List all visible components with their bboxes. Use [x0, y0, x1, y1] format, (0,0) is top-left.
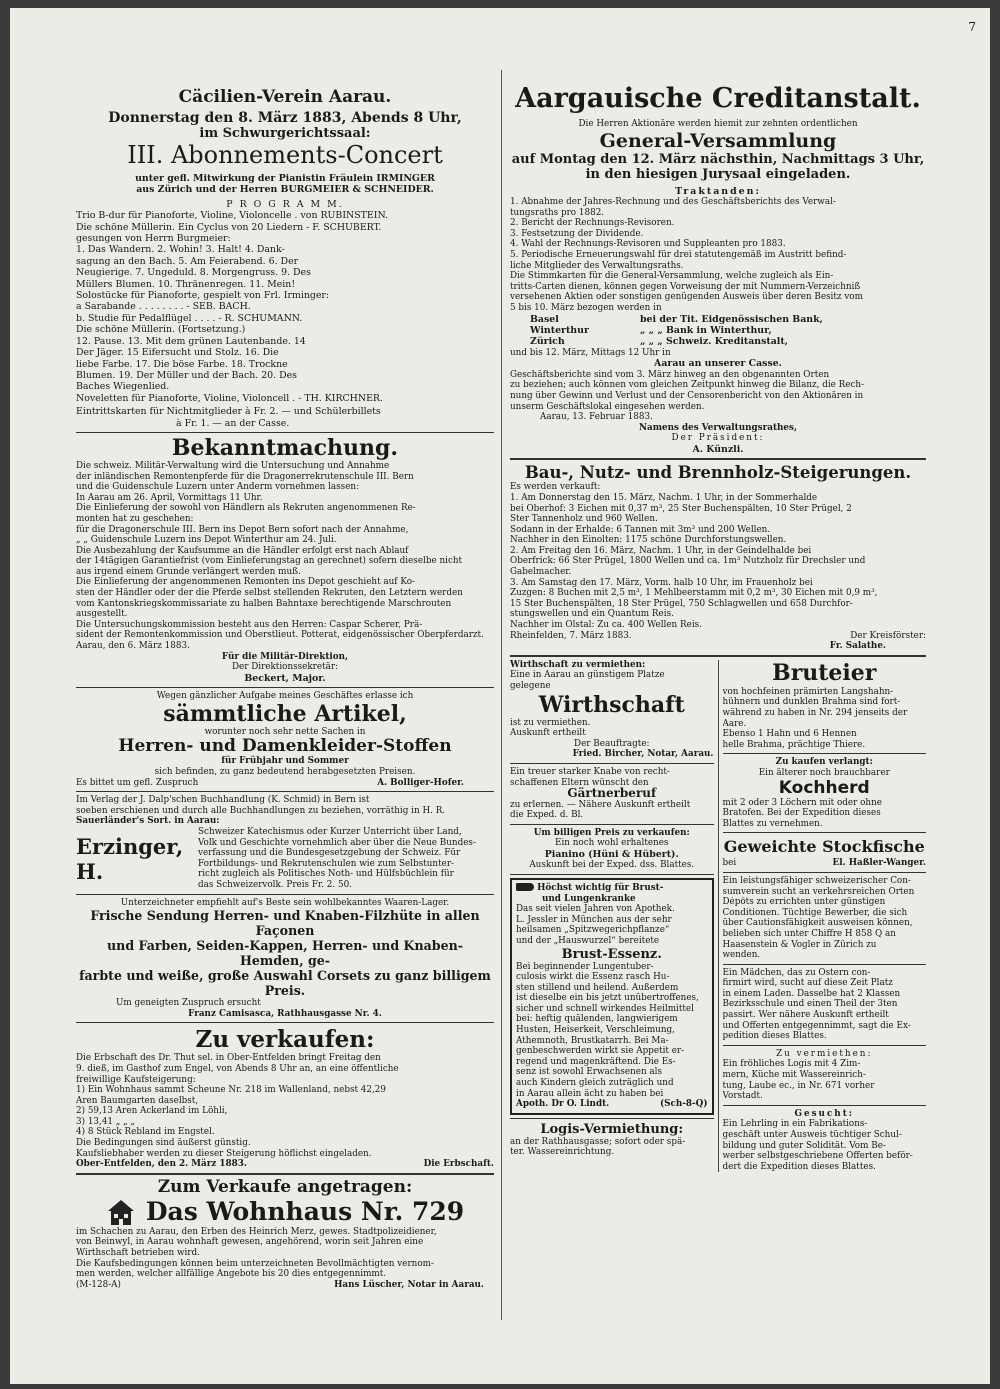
credit-traktanden: Traktanden: [675, 185, 761, 197]
logis-l2: ter. Wassereinrichtung. [510, 1147, 615, 1158]
holz-line: bei Oberhof: 3 Eichen mit 0,37 m³, 25 Ster Buchenspälten, 10 Ster Prügel, 2 [510, 503, 852, 514]
verkaufen-line: 3) 13,41 „ „ „ [76, 1116, 136, 1127]
verkaufen-ad [76, 1026, 494, 1170]
credit-para2-line: nung über Gewinn und Verlust und der Censorenbericht von den Aktionären in [510, 390, 864, 401]
logis-ad [510, 1122, 714, 1158]
stockfische-signature: El. Haßler-Wanger. [832, 858, 926, 869]
wohnhaus-line: Die Kaufsbedingungen können beim unterzeichneten Bevollmächtigten vernom- [76, 1258, 434, 1269]
credit-banks [510, 314, 926, 348]
bruteier-ad [723, 660, 927, 751]
verkaufen-line: 2) 59,13 Aren Ackerland im Löhli, [76, 1106, 228, 1117]
programm-line: Trio B-dur für Pianoforte, Violine, Violoncelle . von RUBINSTEIN. [76, 210, 389, 222]
bekannt-sig-1: Für die Militär-Direktion, [221, 651, 349, 662]
bekannt-line: Aarau, den 6. März 1883. [76, 641, 190, 652]
holz-lines [510, 482, 926, 630]
pianino-head: Um billigen Preis zu verkaufen: [533, 827, 690, 838]
house-icon [106, 1197, 136, 1227]
consumverein-ad [723, 876, 927, 961]
bank-name: „ „ „ Bank in Winterthur, [640, 324, 772, 336]
holz-line: Gabelmacher. [510, 567, 572, 578]
bekannt-title: Bekanntmachung. [171, 434, 399, 461]
credit-line-2: auf Montag den 12. März nächsthin, Nachmittags 3 Uhr, [511, 151, 925, 167]
kochherd-head: Zu kaufen verlangt: [775, 757, 873, 768]
artikel-sub: worunter noch sehr nette Sachen in [204, 726, 366, 737]
wohnhaus-title: Zum Verkaufe angetragen: [157, 1176, 413, 1197]
credit-para-line: 5 bis 10. März bezogen werden in [510, 302, 662, 313]
holz-line: Nachher in den Einolten: 1175 schöne Durchforstungswellen. [510, 535, 787, 546]
programm-line: Noveletten für Pianoforte, Violine, Violoncell . - TH. KIRCHNER. [76, 392, 383, 404]
verkaufen-line: Kaufsliebhaber werden zu dieser Steigerung höflichst eingeladen. [76, 1148, 372, 1159]
wohnhaus-lines [76, 1227, 494, 1280]
consumverein-line: Conditionen. Tüchtige Bewerber, die sich [722, 907, 908, 918]
vermiethen-line: tung, Laube ec., in Nr. 671 vorher [722, 1080, 875, 1091]
bekannt-line: sident der Remontenkommission und Oberstlieut. Potterat, eidgenössischer Oberpferdarzt. [76, 630, 484, 641]
bekannt-line: Die Ausbezahlung der Kaufsumme an die Händler erfolgt erst nach Ablauf [76, 545, 409, 556]
brust-line: bei: heftig quälenden, langwierigem [516, 1014, 678, 1025]
maedchen-line: in einem Laden. Dasselbe hat 2 Klassen [722, 988, 901, 999]
erzinger-line-3: Sauerländer's Sort. in Aarau: [76, 816, 220, 827]
holz-line: Sodann in der Erhalde: 6 Tannen mit 3m³ und 200 Wellen. [510, 524, 771, 535]
holz-line: 15 Ster Buchenspälten, 18 Ster Prügel, 750 Schlagwellen und 658 Durchfor- [510, 598, 853, 609]
bekannt-line: „ „ Guidenschule Luzern ins Depot Winterthur am 24. Juli. [76, 535, 337, 546]
gesucht-line: dert die Expedition dieses Blattes. [722, 1161, 876, 1172]
logis-title: Logis-Vermiethung: [540, 1121, 684, 1137]
knabe-l1: Ein treuer starker Knabe von recht- [510, 766, 670, 777]
verkaufen-signature: Die Erbschaft. [423, 1159, 494, 1170]
verkaufen-line: Aren Baumgarten daselbst, [76, 1095, 199, 1106]
erzinger-desc-line: Schweizer Katechismus oder Kurzer Unterricht über Land, [198, 826, 462, 837]
traktandum: 3. Festsetzung der Dividende. [510, 228, 644, 239]
programm-line: Müllers Blumen. 10. Thränenregen. 11. Mein! [76, 278, 296, 290]
gesucht-line: werber selbstgeschriebene Offerten beför- [722, 1151, 913, 1162]
bekannt-line: monten hat zu geschehen: [76, 513, 194, 524]
credit-line-1: Die Herren Aktionäre werden hiemit zur zehnten ordentlichen [578, 119, 858, 129]
traktandum: 2. Bericht der Rechnungs-Revisoren. [510, 218, 675, 229]
maedchen-ad [723, 968, 927, 1042]
brust-line: Bei beginnender Lungentuber- [516, 961, 654, 972]
wirthschaft-l3: ist zu vermiethen. [510, 717, 591, 728]
verkaufen-title: Zu verkaufen: [195, 1026, 375, 1054]
kochherd-ad [723, 757, 927, 829]
consumverein-line: Dépôts zu errichten unter günstigen [722, 897, 886, 908]
maedchen-line: Bezirksschule und einen Theil der 3ten [722, 999, 898, 1010]
credit-para-line: versehenen Aktien oder sonstigen genügenden Ausweis über deren Besitz vom [510, 292, 863, 303]
column-divider [501, 70, 502, 1320]
programm-line: Die schöne Müllerin. Ein Cyclus von 20 Liedern - F. SCHUBERT. [76, 221, 382, 233]
holz-line: stungswellen und ein Quantum Reis. [510, 609, 674, 620]
bank-row [510, 314, 926, 325]
bekannt-line: Die Einlieferung der sowohl von Händlern als Rekruten angenommenen Re- [76, 503, 416, 514]
artikel-ad [76, 691, 494, 788]
stockfische-title: Geweichte Stockfische [723, 837, 925, 857]
credit-para2-line: Geschäftsberichte sind vom 3. März hinweg an den obgenannten Orten [510, 369, 830, 380]
caecilien-ad [76, 88, 494, 429]
erzinger-ad [76, 795, 494, 890]
bekannt-sig-3: Beckert, Major. [244, 672, 326, 684]
vermiethen-line: Ein fröhliches Logis mit 4 Zim- [722, 1059, 861, 1070]
artikel-title-2: Herren- und Damenkleider-Stoffen [118, 736, 452, 757]
consumverein-line: Haasenstein & Vogler in Zürich zu [722, 939, 877, 950]
bekannt-line: sten der Händler oder der die Pferde selbst stellenden Rekruten, den Letztern werden [76, 588, 463, 599]
camisasca-line-0: Unterzeichneter empfiehlt auf's Beste sein wohlbekanntes Waaren-Lager. [120, 897, 450, 908]
traktandum: tungsraths pro 1882. [510, 207, 605, 218]
pianino-ad [510, 828, 714, 871]
credit-para [510, 271, 926, 313]
gesucht-head: Gesucht: [794, 1108, 855, 1119]
bekannt-lines [76, 461, 494, 652]
camisasca-big-3: farbte und weiße, große Auswahl Corsets zu ganz billigem Preis. [79, 968, 491, 999]
small-ads-left [510, 660, 719, 1173]
holz-line: Zuzgen: 8 Buchen mit 2,5 m³, 1 Mehlbeerstamm mit 0,2 m³, 30 Eichen mit 0,9 m³, [510, 588, 878, 599]
maedchen-line: Ein Mädchen, das zu Ostern con- [722, 967, 871, 978]
programm-line: liebe Farbe. 17. Die böse Farbe. 18. Trockne [76, 358, 288, 370]
brust-line: sten stillend und heilend. Außerdem [516, 982, 679, 993]
credit-sig-2: Der Präsident: [671, 433, 765, 444]
wirthschaft-head: Wirthschaft zu vermiethen: [510, 659, 646, 670]
knabe-ad [510, 767, 714, 821]
caecilien-date: Donnerstag den 8. März 1883, Abends 8 Uhr, [108, 110, 462, 126]
right-column [510, 70, 926, 1172]
traktandum: liche Mitglieder des Verwaltungsraths. [510, 260, 684, 271]
bekannt-line: In Aarau am 26. April, Vormittags 11 Uhr. [76, 492, 263, 503]
kochherd-l2: mit 2 oder 3 Löchern mit oder ohne [722, 797, 882, 808]
holz-sig-1: Der Kreisförster: [850, 630, 926, 641]
wirthschaft-l5: Der Beauftragte: [574, 738, 650, 749]
page-number: 7 [968, 20, 976, 34]
artikel-line-1: sich befinden, zu ganz bedeutend herabgesetzten Preisen. [154, 767, 416, 777]
consumverein-line: Ein leistungsfähiger schweizerischer Con- [722, 875, 911, 886]
consumverein-line: wenden. [722, 950, 761, 961]
wohnhaus-big: Das Wohnhaus Nr. 729 [145, 1197, 465, 1227]
brust-big: Brust-Essenz. [561, 946, 662, 962]
camisasca-signature: Franz Camisasca, Rathhausgasse Nr. 4. [188, 1008, 382, 1019]
gesucht-line: Ein Lehrling in ein Fabrikations- [722, 1119, 868, 1130]
bekannt-line: Die Untersuchungskommission besteht aus den Herren: Caspar Scherer, Prä- [76, 619, 423, 630]
consumverein-line: sumverein sucht an verkehrsreichen Orten [722, 886, 915, 897]
wohnhaus-line: Wirthschaft betrieben wird. [76, 1248, 200, 1259]
newspaper-page [10, 8, 990, 1384]
bekannt-line: Die schweiz. Militär-Verwaltung wird die Untersuchung und Annahme [76, 460, 390, 471]
holz-date: Rheinfelden, 7. März 1883. [510, 630, 632, 641]
wirthschaft-l4: Auskunft ertheilt [510, 728, 586, 739]
kochherd-l3: Bratofen. Bei der Expedition dieses [722, 808, 881, 819]
pianino-l1: Ein noch wohl erhaltenes [555, 838, 669, 849]
verkaufen-line: Die Bedingungen sind äußerst günstig. [76, 1138, 251, 1149]
wirthschaft-l6: Fried. Bircher, Notar, Aarau. [572, 749, 714, 760]
support-line-1: unter gefl. Mitwirkung der Pianistin Fräulein IRMINGER [135, 173, 435, 184]
bruteier-line: von hochfeinen prämirten Langshahn- [722, 686, 894, 697]
brust-lines-2 [516, 962, 708, 1100]
credit-sig-1: Namens des Verwaltungsrathes, [638, 422, 798, 433]
programm-line: sagung an den Bach. 5. Am Feierabend. 6. Der [76, 255, 299, 267]
traktandum: 4. Wahl der Rechnungs-Revisoren und Suppleanten pro 1883. [510, 239, 786, 250]
vermiethen-ad [723, 1049, 927, 1102]
tickets-line-2: à Fr. 1. — an der Casse. [176, 417, 290, 429]
bank-name: „ „ „ Schweiz. Kreditanstalt, [640, 336, 788, 348]
programm-line: b. Studie für Pedalflügel . . . . - R. SCHUMANN. [76, 312, 303, 324]
gesucht-line: geschäft unter Ausweis tüchtiger Schul- [722, 1130, 902, 1140]
camisasca-big-2: und Farben, Seiden-Kappen, Herren- und Knaben-Hemden, ge- [107, 938, 463, 969]
erzinger-line-1: Im Verlag der J. Dalp'schen Buchhandlung (K. Schmid) in Bern ist [76, 795, 370, 806]
artikel-signature: A. Bolliger-Hofer. [377, 777, 464, 788]
brust-lines [516, 904, 708, 946]
holz-sig-2: Fr. Salathe. [829, 641, 886, 652]
credit-items [510, 197, 926, 271]
holz-line: Ster Tannenholz und 960 Wellen. [510, 514, 658, 525]
verkaufen-line: 1) Ein Wohnhaus sammt Scheune Nr. 218 im Wallenland, nebst 42,29 [76, 1085, 386, 1096]
brust-head-2: und Lungenkranke [542, 893, 636, 904]
programm-lines [76, 210, 494, 404]
bekannt-line: und die Guidenschule Luzern unter Anderm vornehmen lassen: [76, 482, 360, 493]
artikel-title: sämmtliche Artikel, [163, 700, 407, 727]
wohnhaus-ad [76, 1178, 494, 1291]
traktandum: 1. Abnahme der Jahres-Rechnung und des Geschäftsberichts des Verwal- [510, 197, 836, 207]
credit-gv: General-Versammlung [599, 129, 837, 152]
erzinger-desc-line: richt zugleich als Politisches Noth- und Hülfsbüchlein für [198, 869, 454, 880]
credit-kasse: Aarau an unserer Casse. [654, 358, 782, 370]
credit-para2-line: unserm Geschäftslokal eingesehen werden. [510, 401, 705, 412]
holz-ad [510, 463, 926, 652]
caecilien-title: Cäcilien-Verein Aarau. [178, 87, 392, 107]
verkaufen-line: freiwillige Kaufsteigerung: [76, 1074, 196, 1085]
brust-line: sicher und schnell wirkendes Heilmittel [516, 1003, 694, 1014]
bank-row [510, 325, 926, 336]
brust-line: heilsamen „Spitzwegerichpflanze“ [516, 925, 670, 936]
camisasca-ad [76, 898, 494, 1020]
programm-line: gesungen von Herrn Burgmeier: [76, 233, 231, 245]
artikel-line-2: Es bittet um gefl. Zuspruch [76, 777, 199, 788]
credit-para-2 [510, 370, 926, 412]
bruteier-line: Aare. [722, 718, 747, 729]
brust-line: in Aarau allein ächt zu haben bei [516, 1088, 664, 1099]
camisasca-line-4: Um geneigten Zuspruch ersucht [116, 998, 261, 1009]
erzinger-desc-line: das Schweizervolk. Preis Fr. 2. 50. [198, 879, 352, 890]
kochherd-l1: Ein älterer noch brauchbarer [758, 767, 890, 778]
vermiethen-line: Vorstadt. [722, 1091, 763, 1102]
support-line-2: aus Zürich und der Herren BURGMEIER & SCHNEIDER. [136, 184, 434, 196]
maedchen-line: und Offerten entgegennimmt, sagt die Ex- [722, 1020, 911, 1031]
wohnhaus-code: (M-128-A) [76, 1279, 121, 1290]
programm-line: Der Jäger. 15 Eifersucht und Stolz. 16. Die [76, 347, 279, 359]
knabe-l2: schaffenen Eltern wünscht den [510, 777, 649, 788]
artikel-intro: Wegen gänzlicher Aufgabe meines Geschäftes erlasse ich [156, 691, 414, 702]
bruteier-lines [723, 687, 927, 729]
logis-l1: an der Rathhausgasse; sofort oder spä- [510, 1136, 686, 1147]
holz-line: 1. Am Donnerstag den 15. März, Nachm. 1 Uhr, in der Sommerhalde [510, 492, 818, 503]
erzinger-line-2: soeben erschienen und durch alle Buchhandlungen zu beziehen, vorräthig in H. R. [76, 805, 446, 816]
bekannt-sig-2: Der Direktionssekretär: [231, 662, 339, 673]
wohnhaus-signature: Hans Lüscher, Notar in Aarau. [334, 1279, 484, 1290]
brust-signature: Apoth. Dr O. Lindt. [516, 1099, 610, 1110]
stockfische-l1: bei [722, 858, 737, 869]
left-column [76, 70, 494, 1290]
knabe-l3: zu erlernen. — Nähere Auskunft ertheilt [510, 799, 691, 810]
bekannt-line: aus irgend einem Grunde verlängert werden muß. [76, 566, 301, 577]
programm-line: 12. Pause. 13. Mit dem grünen Lautenbande. 14 [76, 335, 306, 347]
programm-line: 1. Das Wandern. 2. Wohin! 3. Halt! 4. Dank- [76, 244, 285, 256]
brust-code: (Sch-8-Q) [659, 1099, 708, 1110]
bank-city: Zürich [530, 336, 565, 348]
brust-line: Husten, Heiserkeit, Verschleimung, [516, 1025, 675, 1036]
credit-para-line: tritts-Carten dienen, können gegen Vorweisung der mit Nummern-Verzeichniß [510, 281, 861, 292]
programm-heading: P R O G R A M M. [226, 198, 344, 210]
vermiethen-lines [723, 1059, 927, 1101]
programm-line: Baches Wiegenlied. [76, 381, 170, 393]
brust-line: ist dieselbe ein bis jetzt unübertroffenes, [516, 993, 699, 1004]
brust-line: L. Jessler in München aus der sehr [516, 914, 672, 925]
bekannt-line: ausgestellt. [76, 609, 128, 620]
brust-line: Athemnoth, Brustkatarrh. Bei Ma- [516, 1035, 669, 1046]
credit-till: und bis 12. März, Mittags 12 Uhr in [510, 347, 671, 358]
creditanstalt-ad [510, 82, 926, 455]
kochherd-big: Kochherd [778, 777, 870, 798]
wohnhaus-line: von Beinwyl, in Aarau wohnhaft gewesen, angehörend, worin seit Jahren eine [76, 1237, 424, 1248]
erzinger-description [198, 827, 494, 891]
erzinger-desc-line: Fortbildungs- und Rekrutenschulen wie zum Selbstunter- [198, 858, 455, 869]
wohnhaus-line: men werden, welcher allfällige Angebote bis 20 dies entgegennimmt. [76, 1269, 387, 1280]
credit-title: Aargauische Creditanstalt. [515, 83, 921, 114]
credit-date: Aarau, 13. Februar 1883. [540, 412, 653, 423]
bank-name: bei der Tit. Eidgenössischen Bank, [640, 313, 823, 325]
brust-line: senz ist sowohl Erwachsenen als [516, 1067, 663, 1078]
programm-line: Solostücke für Pianoforte, gespielt von Frl. Irminger: [76, 290, 330, 302]
bekannt-line: vom Kantonskriegskommissariate zu halben Bahntaxe berechtigende Marschrouten [76, 598, 452, 609]
gesucht-line: bildung und guter Solidität. Vom Be- [722, 1140, 886, 1151]
brust-line: genbeschwerden wirkt sie Appetit er- [516, 1046, 685, 1057]
credit-line-3: in den hiesigen Jurysaal eingeladen. [585, 166, 851, 182]
holz-line: 2. Am Freitag den 16. März, Nachm. 1 Uhr, in der Geindelhalde bei [510, 545, 812, 556]
credit-para-line: Die Stimmkarten für die General-Versammlung, welche zugleich als Ein- [510, 271, 834, 282]
wirthschaft-l2: gelegene [510, 681, 551, 691]
verkaufen-line: 9. dieß, im Gasthof zum Engel, von Abends 8 Uhr an, an eine öffentliche [76, 1063, 399, 1074]
pianino-big: Pianino (Hüni & Hübert). [544, 848, 679, 860]
holz-line: 3. Am Samstag den 17. März, Vorm. halb 10 Uhr, im Frauenholz bei [510, 577, 813, 588]
knabe-big: Gärtnerberuf [567, 786, 657, 801]
small-ads-right [719, 660, 927, 1173]
bruteier-title: Bruteier [772, 659, 877, 686]
maedchen-line: firmirt wird, sucht auf diese Zeit Platz [722, 978, 893, 989]
brust-line: Das seit vielen Jahren von Apothek. [516, 904, 675, 915]
wohnhaus-line: im Schachen zu Aarau, den Erben des Heinrich Merz, gewes. Stadtpolizeidiener, [76, 1226, 437, 1237]
bruteier-l5: Ebenso 1 Hahn und 6 Hennen [722, 729, 857, 740]
pointing-hand-icon [516, 883, 534, 891]
pianino-l2: Auskunft bei der Exped. dss. Blattes. [529, 860, 695, 871]
concert-title: III. Abonnements-Concert [127, 141, 443, 169]
wirthschaft-ad [510, 660, 714, 760]
credit-para2-line: zu beziehen; auch können vom gleichen Zeitpunkt hinweg die Bilanz, die Rech- [510, 380, 865, 391]
bank-row [510, 336, 926, 347]
bekannt-line: Die Einlieferung der angenommenen Remonten ins Depot geschieht auf Ko- [76, 577, 415, 588]
consumverein-line: belieben sich unter Chiffre H 858 Q an [722, 928, 896, 939]
holz-line: Es werden verkauft: [510, 482, 601, 493]
gesucht-ad [723, 1109, 927, 1173]
bank-city: Basel [530, 313, 559, 325]
bruteier-line: hühnern und dunklen Brahma sind fort- [722, 697, 901, 708]
holz-title: Bau-, Nutz- und Brennholz-Steigerungen. [524, 463, 912, 483]
wirthschaft-l1: Eine in Aarau an günstigem Platze [510, 670, 665, 681]
consumverein-line: über Cautionsfähigkeit ausweisen können, [722, 918, 913, 929]
bekannt-line: für die Dragonerschule III. Bern ins Depot Bern sofort nach der Annahme, [76, 524, 409, 535]
bekannt-line: der inländischen Remontenpferde für die Dragonerrekrutenschule III. Bern [76, 471, 414, 482]
bekanntmachung-ad [76, 436, 494, 684]
programm-line: Die schöne Müllerin. (Fortsetzung.) [76, 324, 246, 336]
knabe-l4: die Exped. d. Bl. [510, 810, 584, 821]
stockfische-ad [723, 836, 927, 869]
verkaufen-date: Ober-Entfelden, den 2. März 1883. [76, 1159, 247, 1170]
erzinger-desc-line: Volk und Geschichte vornehmlich aber über die Neue Bundes- [198, 837, 476, 848]
kochherd-l4: Blattes zu vernehmen. [722, 818, 823, 829]
programm-line: a Sarabande . . . . . . . . - SEB. BACH. [76, 301, 251, 313]
brust-line: regend und magenkräftend. Die Es- [516, 1056, 676, 1067]
caecilien-venue: im Schwurgerichtssaal: [199, 126, 371, 141]
erzinger-desc-line: verfassung und die Bundesgesetzgebung der Schweiz. Für [198, 848, 461, 859]
programm-line: Blumen. 19. Der Müller und der Bach. 20. Des [76, 369, 297, 381]
brust-ad [510, 878, 714, 1115]
vermiethen-head: Zu vermiethen: [776, 1048, 873, 1059]
brust-line: auch Kindern gleich zuträglich und [516, 1078, 674, 1089]
traktandum: 5. Periodische Erneuerungswahl für drei statutengemäß im Austritt befind- [510, 249, 847, 260]
bekannt-line: der 14tägigen Garantiefrist (vom Einlieferungstag an gerechnet) sofern dieselbe nicht [76, 556, 463, 567]
bruteier-l6: helle Brahma, prächtige Thiere. [722, 739, 866, 750]
brust-line: und der „Hauswurzel“ bereitete [516, 935, 660, 946]
verkaufen-lines [76, 1053, 494, 1159]
small-ads [510, 660, 926, 1173]
holz-line: Nachher im Olstal: Zu ca. 400 Wellen Reis. [510, 620, 702, 631]
verkaufen-line: Die Erbschaft des Dr. Thut sel. in Ober-Entfelden bringt Freitag den [76, 1053, 381, 1064]
bank-city: Winterthur [530, 324, 589, 336]
maedchen-line: pedition dieses Blattes. [722, 1031, 827, 1042]
vermiethen-line: mern, Küche mit Wassereinrich- [722, 1070, 866, 1081]
brust-line: culosis wirkt die Essenz rasch Hu- [516, 972, 670, 983]
gesucht-lines [723, 1119, 927, 1172]
maedchen-line: passirt. Wer nähere Auskunft ertheilt [722, 1010, 889, 1021]
bruteier-line: während zu haben in Nr. 294 jenseits der [722, 708, 908, 718]
verkaufen-line: 4) 8 Stück Rebland im Engstel. [76, 1127, 215, 1138]
tickets-line-1: Eintrittskarten für Nichtmitglieder à Fr. 2. — und Schülerbillets [76, 406, 381, 418]
erzinger-author: Erzinger, H. [76, 833, 184, 884]
holz-line: Oberfrick: 66 Ster Prügel, 1800 Wellen und ca. 1m³ Nutzholz für Drechsler und [510, 556, 866, 567]
credit-sig-3: A. Künzli. [692, 443, 744, 455]
camisasca-big-1: Frische Sendung Herren- und Knaben-Filzhüte in allen Façonen [90, 908, 480, 939]
wirthschaft-big: Wirthschaft [538, 691, 685, 718]
artikel-season: für Frühjahr und Sommer [221, 756, 349, 767]
brust-head-1: Höchst wichtig für Brust- [537, 882, 664, 893]
programm-line: Neugierige. 7. Ungeduld. 8. Morgengruss. 9. Des [76, 267, 311, 279]
